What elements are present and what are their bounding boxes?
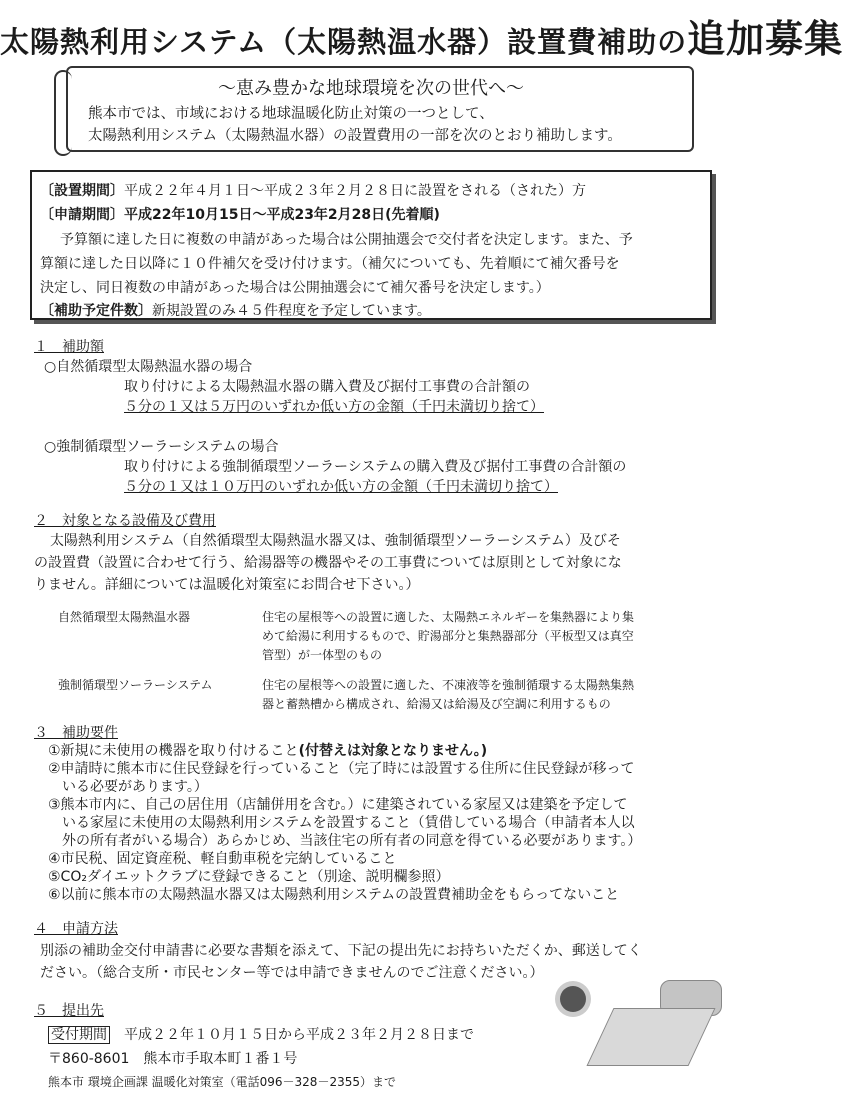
- subtitle: ～恵み豊かな地球環境を次の世代へ～: [218, 78, 524, 99]
- s1-a-line1: 取り付けによる太陽熱温水器の購入費及び据付工事費の合計額の: [124, 379, 530, 395]
- req-1: [48, 740, 487, 760]
- s4-heading: ４ 申請方法: [34, 921, 118, 937]
- s2-heading: ２ 対象となる設備及び費用: [34, 513, 216, 529]
- office: 熊本市 環境企画課 温暖化対策室（電話096－328－2355）まで: [48, 1075, 396, 1089]
- count-label: 〔補助予定件数〕: [40, 303, 152, 319]
- count-text: 新規設置のみ４５件程度を予定しています。: [152, 303, 431, 319]
- s1-b-title: ○強制循環型ソーラーシステムの場合: [44, 439, 279, 455]
- def2-line-2: 器と蓄熱槽から構成され、給湯又は給湯及び空調に利用するもの: [262, 697, 611, 711]
- req-1-bold: (付替えは対象となりません。): [298, 743, 488, 759]
- install-text: 平成２２年４月１日～平成２３年２月２８日に設置をされる（された）方: [124, 183, 586, 199]
- address: 〒860-8601 熊本市手取本町１番１号: [48, 1051, 298, 1067]
- count-line: [40, 300, 431, 320]
- def2-term: 強制循環型ソーラーシステム: [58, 678, 213, 692]
- s4-line-1: 別添の補助金交付申請書に必要な書類を添えて、下記の提出先にお持ちいただくか、郵送してく: [40, 943, 642, 959]
- apply-text: 平成22年10月15日～平成23年2月28日(先着順): [124, 207, 440, 223]
- def2-line-1: 住宅の屋根等への設置に適した、不凍液等を強制循環する太陽熱集熱: [262, 678, 635, 692]
- req-2-line-2: いる必要があります。）: [62, 779, 208, 795]
- s1-a-title: ○自然循環型太陽熱温水器の場合: [44, 359, 253, 375]
- page-title: [0, 8, 843, 63]
- req-6: ⑥以前に熊本市の太陽熱温水器又は太陽熱利用システムの設置費補助金をもらってないこと: [48, 887, 620, 903]
- s2-line-1: 太陽熱利用システム（自然循環型太陽熱温水器又は、強制循環型ソーラーシステム）及びそ: [50, 533, 621, 549]
- s1-b-line1: 取り付けによる強制循環型ソーラーシステムの購入費及び据付工事費の合計額の: [124, 459, 627, 475]
- s1-heading: １ 補助額: [34, 339, 104, 355]
- def1-line-3: 管型）が一体型のもの: [262, 648, 383, 662]
- def1-line-2: めて給湯に利用するもので、貯湯部分と集熱器部分（平板型又は真空: [262, 629, 634, 643]
- note-line-1: 予算額に達した日に複数の申請があった場合は公開抽選会で交付者を決定します。また、予: [60, 232, 633, 248]
- apply-label: 〔申請期間〕: [40, 207, 124, 223]
- install-period: [40, 180, 586, 200]
- def1-line-1: 住宅の屋根等への設置に適した、太陽熱エネルギーを集熱器により集: [262, 610, 635, 624]
- req-3-line-3: 外の所有者がいる場合）あらかじめ、当該住宅の所有者の同意を得ている必要があります。）: [62, 833, 642, 849]
- submit-period: [48, 1024, 474, 1044]
- req-1-text: ①新規に未使用の機器を取り付けること: [48, 743, 299, 759]
- s1-a-line2: ５分の１又は５万円のいずれか低い方の金額（千円未満切り捨て）: [124, 399, 544, 415]
- period-label: 受付期間: [48, 1026, 110, 1044]
- s3-heading: ３ 補助要件: [34, 725, 118, 741]
- def1-term: 自然循環型太陽熱温水器: [58, 610, 191, 624]
- s4-line-2: ださい。（総合支所・市民センター等では申請できませんのでご注意ください。）: [40, 965, 544, 981]
- req-2-line-1: ②申請時に熊本市に住民登録を行っていること（完了時には設置する住所に住民登録が移って: [48, 761, 635, 777]
- title-emphasis: 追加募集: [687, 17, 843, 61]
- sun-icon: [560, 986, 586, 1012]
- req-4: ④市民税、固定資産税、軽自動車税を完納していること: [48, 851, 397, 867]
- s1-b-line2: ５分の１又は１０万円のいずれか低い方の金額（千円未満切り捨て）: [124, 479, 558, 495]
- note-line-3: 決定し、同日複数の申請があった場合は公開抽選会にて補欠番号を決定します。）: [40, 280, 550, 296]
- apply-period: [40, 204, 440, 224]
- intro-line-1: 熊本市では、市域における地球温暖化防止対策の一つとして、: [88, 106, 494, 122]
- s5-heading: ５ 提出先: [34, 1003, 104, 1019]
- solar-panel-icon: [586, 1008, 715, 1066]
- req-3-line-2: いる家屋に未使用の太陽熱利用システムを設置すること（賃借している場合（申請者本人以: [62, 815, 635, 831]
- s2-line-2: の設置費（設置に合わせて行う、給湯器等の機器やその工事費については原則として対象にな: [34, 555, 622, 571]
- intro-line-2: 太陽熱利用システム（太陽熱温水器）の設置費用の一部を次のとおり補助します。: [88, 128, 622, 144]
- period-text: 平成２２年１０月１５日から平成２３年２月２８日まで: [124, 1027, 474, 1043]
- req-3-line-1: ③熊本市内に、自己の居住用（店舗併用を含む。）に建築されている家屋又は建築を予定して: [48, 797, 628, 813]
- title-main: 太陽熱利用システム（太陽熱温水器）設置費補助の: [0, 25, 688, 59]
- req-5: ⑤CO₂ダイエットクラブに登録できること（別途、説明欄参照）: [48, 869, 450, 885]
- s2-line-3: りません。詳細については温暖化対策室にお問合せ下さい。）: [34, 577, 420, 593]
- note-line-2: 算額に達した日以降に１０件補欠を受け付けます。（補欠についても、先着順にて補欠番号を: [40, 256, 620, 272]
- install-label: 〔設置期間〕: [40, 183, 124, 199]
